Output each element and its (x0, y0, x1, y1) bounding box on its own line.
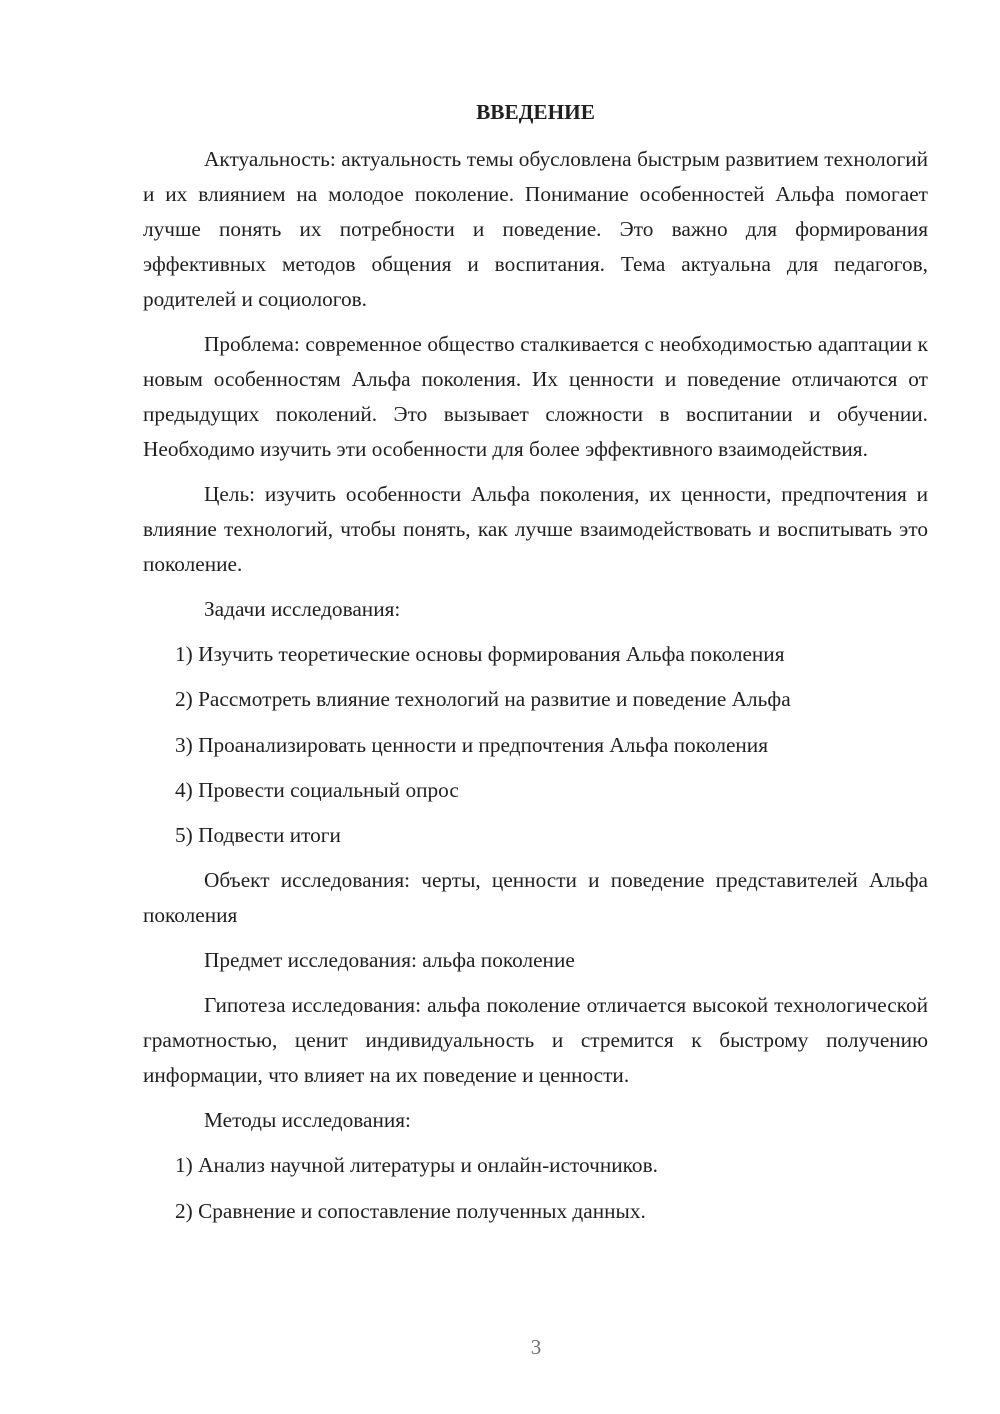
list-text: Рассмотреть влияние технологий на развитие и поведение Альфа (198, 687, 791, 712)
list-text: Анализ научной литературы и онлайн-источников. (198, 1153, 658, 1178)
list-number: 3) (175, 732, 193, 757)
list-text: Провести социальный опрос (198, 777, 459, 802)
list-item (143, 1148, 928, 1183)
methods-heading: Методы исследования: (204, 1108, 411, 1133)
list-text: Подвести итоги (198, 823, 341, 848)
list-text: Проанализировать ценности и предпочтения Альфа поколения (198, 732, 768, 757)
list-item (143, 1194, 928, 1229)
tasks-list (143, 637, 928, 853)
list-number: 2) (175, 687, 193, 712)
list-item (143, 728, 928, 763)
list-number: 5) (175, 823, 193, 848)
goal-paragraph: Цель: изучить особенности Альфа поколения, их ценности, предпочтения и влияние технологий, чтобы понять, как лучше взаимодействовать и воспитывать это поколение. (143, 482, 928, 576)
list-number: 1) (175, 642, 193, 666)
subject-paragraph: Предмет исследования: альфа поколение (204, 948, 575, 973)
methods-list (143, 1148, 928, 1228)
hypothesis-paragraph: Гипотеза исследования: альфа поколение отличается высокой технологической грамотностью, ценит индивидуальность и стремится к быстрому получению информации, что влияет на их поведение и ценности. (143, 993, 928, 1088)
tasks-heading: Задачи исследования: (204, 597, 401, 621)
list-item (143, 637, 928, 672)
object-paragraph: Объект исследования: черты, ценности и поведение представителей Альфа поколения (143, 868, 928, 928)
list-item (143, 682, 928, 717)
document-page (143, 95, 928, 1239)
list-number: 1) (175, 1153, 193, 1178)
list-item (143, 818, 928, 853)
list-number: 4) (175, 777, 193, 802)
list-number: 2) (175, 1198, 193, 1223)
problem-paragraph: Проблема: современное общество сталкивается с необходимостью адаптации к новым особенностям Альфа поколения. Их ценности и поведение отличаются от предыдущих поколений. Это вызывает сложности в воспитании и обучении. Необходимо изучить эти особенности для более эффективного взаимодействия. (143, 332, 928, 461)
section-title: ВВЕДЕНИЕ (476, 100, 595, 124)
list-text: Изучить теоретические основы формирования Альфа поколения (198, 642, 785, 666)
list-item (143, 773, 928, 808)
list-text: Сравнение и сопоставление полученных данных. (198, 1198, 646, 1223)
page-number: 3 (530, 1335, 542, 1359)
relevance-paragraph: Актуальность: актуальность темы обусловлена быстрым развитием технологий и их влиянием на молодое поколение. Понимание особенностей Альфа помогает лучше понять их потребности и поведение. Это важно для формирования эффективных методов общения и воспитания. Тема актуальна для педагогов, родителей и социологов. (143, 147, 928, 311)
